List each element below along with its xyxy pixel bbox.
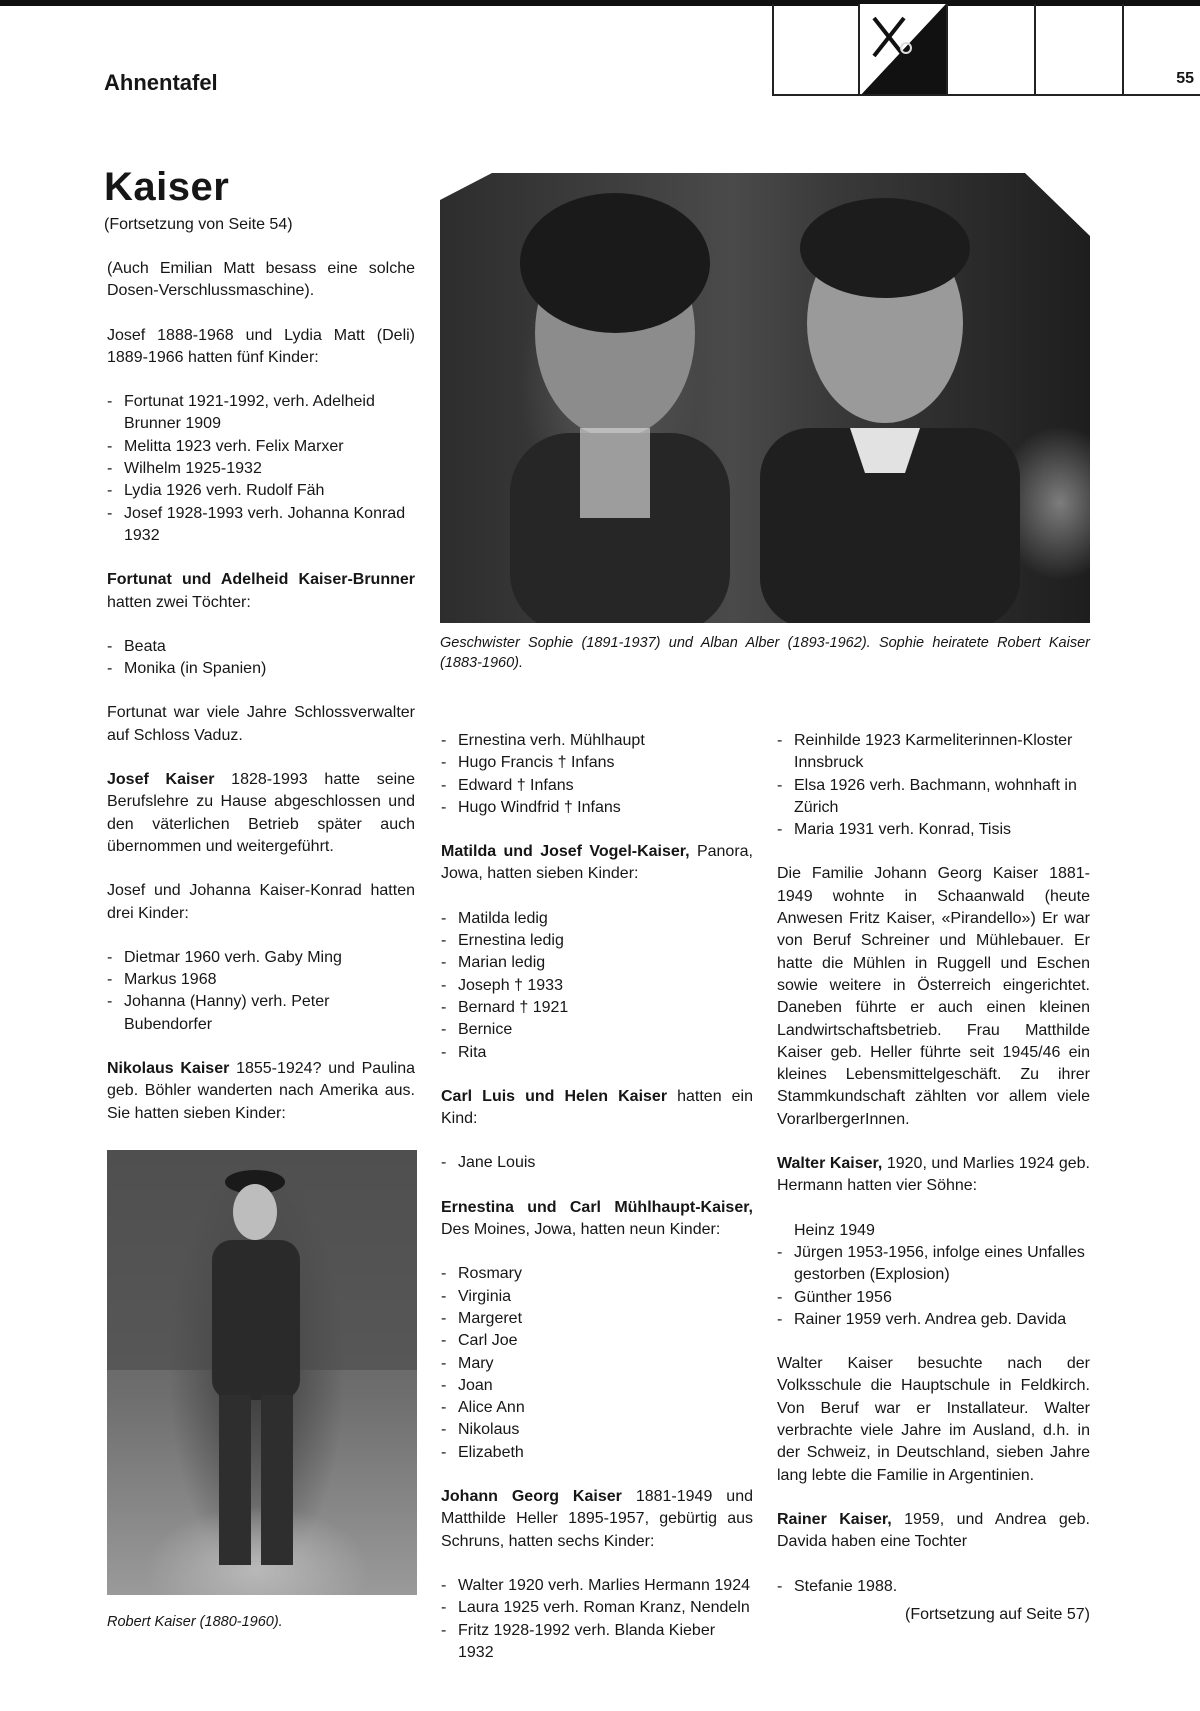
children-list xyxy=(777,1220,1090,1331)
paragraph-text: hatten ein Kind: xyxy=(441,1087,753,1128)
paragraph: Fortunat war viele Jahre Schlossverwalter auf Schloss Vaduz. xyxy=(107,704,415,744)
list-item: - Jürgen 1953-1956, infolge eines Unfalles gestorben (Explosion) xyxy=(777,1242,1090,1287)
list-item: - Josef 1928-1993 verh. Johanna Konrad 1932 xyxy=(107,503,415,548)
family-name-heading: Matilda und Josef Vogel-Kaiser, xyxy=(441,843,690,861)
header-cell xyxy=(1036,4,1124,96)
family-name-heading: Rainer Kaiser, xyxy=(777,1510,892,1528)
list-item: - Ernestina verh. Mühlhaupt xyxy=(441,730,753,752)
paragraph xyxy=(777,1509,1090,1554)
page-number: 55 xyxy=(1176,70,1194,87)
header-grid xyxy=(772,4,1200,96)
list-item: Heinz 1949 xyxy=(794,1221,875,1239)
family-name-heading: Walter Kaiser, xyxy=(777,1155,883,1173)
siblings-photo xyxy=(440,173,1090,623)
list-item: - Rosmary xyxy=(441,1263,753,1285)
children-list xyxy=(441,908,753,1064)
paragraph-text: 1855-1924? und Paulina geb. Böhler wanderten nach Amerika aus. Sie hatten sieben Kinder: xyxy=(107,1060,415,1122)
family-name-heading: Johann Georg Kaiser xyxy=(441,1488,622,1506)
list-item: - Walter 1920 verh. Marlies Hermann 1924 xyxy=(441,1575,753,1597)
left-column xyxy=(107,258,415,1236)
paragraph-text: 1959, und Andrea geb. Davida haben eine Tochter xyxy=(777,1510,1090,1551)
paragraph xyxy=(441,1486,753,1553)
list-item: - Matilda ledig xyxy=(441,908,753,930)
list-item: - Maria 1931 verh. Konrad, Tisis xyxy=(777,819,1090,841)
list-item: - Marian ledig xyxy=(441,952,753,974)
continued-from: (Fortsetzung von Seite 54) xyxy=(104,216,293,233)
paragraph-intro: Josef 1888-1968 und Lydia Matt (Deli) 1889-1966 hatten fünf Kinder: xyxy=(107,326,415,366)
middle-column xyxy=(441,708,753,1686)
paragraph-intro: Josef und Johanna Kaiser-Konrad hatten drei Kinder: xyxy=(107,882,415,922)
list-item: - Bernard † 1921 xyxy=(441,997,753,1019)
list-item: - Ernestina ledig xyxy=(441,930,753,952)
family-name-heading: Josef Kaiser xyxy=(107,771,215,789)
list-item: - Elizabeth xyxy=(441,1442,753,1464)
paragraph-text: 1881-1949 und Matthilde Heller 1895-1957, gebürtig aus Schruns, hatten sechs Kinder: xyxy=(441,1488,753,1550)
paragraph xyxy=(441,1197,753,1242)
list-item: - Margeret xyxy=(441,1308,753,1330)
list-item: - Hugo Windfrid † Infans xyxy=(441,797,753,819)
right-column xyxy=(777,708,1090,1620)
paragraph xyxy=(107,569,415,614)
list-item: - Bernice xyxy=(441,1019,753,1041)
list-item: - Carl Joe xyxy=(441,1330,753,1352)
family-title: Kaiser xyxy=(104,165,230,209)
header-cell xyxy=(772,4,860,96)
list-item: - Rita xyxy=(441,1042,753,1064)
list-item: - Reinhilde 1923 Karmeliterinnen-Kloster Innsbruck xyxy=(777,730,1090,775)
children-list xyxy=(441,1575,753,1664)
header-rule xyxy=(772,94,1200,96)
children-list xyxy=(441,1263,753,1464)
robert-kaiser-photo xyxy=(107,1150,417,1595)
section-title: Ahnentafel xyxy=(104,70,218,95)
paragraph xyxy=(107,769,415,858)
family-name-heading: Fortunat und Adelheid Kaiser-Brunner xyxy=(107,571,415,589)
paragraph: Die Familie Johann Georg Kaiser 1881-1949 wohnte in Schaanwald (heute Anwesen Fritz Kaiser, «Pirandello») Er war von Beruf Schreiner und Mühlebauer. Er hatte die Mühlen in Ruggell und Eschen sowie weitere in Österreich eingerichtet. Daneben führte er auch einen kleinen Landwirtschaftsbetrieb. Frau Matthilde Kaiser geb. Heller führte seit 1945/46 ein kleines Lebensmittelgeschäft. Zu ihrer Stammkundschaft zählten vor allem viele VorarlbergerInnen. xyxy=(777,865,1090,1128)
list-item: - Beata xyxy=(107,636,415,658)
paragraph: Walter Kaiser besuchte nach der Volksschule die Hauptschule in Feldkirch. Von Beruf war er Installateur. Walter verbrachte viele Jahre im Ausland, d.h. in der Schweiz, in Deutschland, sieben Jahre lang lebte die Familie in Argentinien. xyxy=(777,1355,1090,1484)
paragraph-text: hatten zwei Töchter: xyxy=(107,593,251,611)
paragraph xyxy=(107,1058,415,1125)
list-item: - Virginia xyxy=(441,1286,753,1308)
paragraph-text: 1920, und Marlies 1924 geb. Hermann hatten vier Söhne: xyxy=(777,1155,1091,1195)
list-item: - Edward † Infans xyxy=(441,775,753,797)
list-item: - Melitta 1923 verh. Felix Marxer xyxy=(107,436,415,458)
paragraph: (Auch Emilian Matt besass eine solche Dosen-Verschlussmaschine). xyxy=(107,260,415,300)
family-name-heading: Carl Luis und Helen Kaiser xyxy=(441,1087,668,1105)
paragraph xyxy=(441,841,753,886)
list-item: - Wilhelm 1925-1932 xyxy=(107,458,415,480)
paragraph-text: Panora, Jowa, hatten sieben Kinder: xyxy=(441,843,753,883)
header-cell xyxy=(948,4,1036,96)
siblings-photo-caption: Geschwister Sophie (1891-1937) und Alban Alber (1893-1962). Sophie heiratete Robert Kaiser (1883-1960). xyxy=(440,635,1090,671)
list-item: - Rainer 1959 verh. Andrea geb. Davida xyxy=(777,1309,1090,1331)
children-list xyxy=(107,947,415,1036)
list-item: - Günther 1956 xyxy=(777,1287,1090,1309)
list-item: - Johanna (Hanny) verh. Peter Bubendorfer xyxy=(107,991,415,1036)
family-name-heading: Ernestina und Carl Mühlhaupt-Kaiser, xyxy=(441,1198,753,1216)
list-item: - Fortunat 1921-1992, verh. Adelheid Brunner 1909 xyxy=(107,391,415,436)
children-list xyxy=(441,1152,753,1174)
list-item: - Fritz 1928-1992 verh. Blanda Kieber 1932 xyxy=(441,1620,753,1665)
children-list xyxy=(107,391,415,547)
list-item: - Nikolaus xyxy=(441,1419,753,1441)
header-cell xyxy=(1124,4,1200,96)
continued-to: (Fortsetzung auf Seite 57) xyxy=(905,1606,1090,1623)
paragraph xyxy=(107,880,415,925)
list-item: - Markus 1968 xyxy=(107,969,415,991)
list-item: - Lydia 1926 verh. Rudolf Fäh xyxy=(107,480,415,502)
children-list xyxy=(777,730,1090,841)
list-item: - Mary xyxy=(441,1353,753,1375)
list-item: - Dietmar 1960 verh. Gaby Ming xyxy=(107,947,415,969)
children-list xyxy=(107,636,415,681)
list-item: - Laura 1925 verh. Roman Kranz, Nendeln xyxy=(441,1597,753,1619)
children-list xyxy=(777,1576,1090,1598)
list-item: - Hugo Francis † Infans xyxy=(441,752,753,774)
list-item: - Elsa 1926 verh. Bachmann, wohnhaft in Zürich xyxy=(777,775,1090,820)
tools-emblem-icon xyxy=(860,4,948,96)
list-item: - Alice Ann xyxy=(441,1397,753,1419)
paragraph-text: 1828-1993 hatte seine Berufslehre zu Hause abgeschlossen und den väterlichen Betrieb später auch übernommen und weitergeführt. xyxy=(107,771,415,855)
list-item: - Joseph † 1933 xyxy=(441,975,753,997)
list-item: - Monika (in Spanien) xyxy=(107,658,415,680)
list-item: - Jane Louis xyxy=(441,1152,753,1174)
paragraph xyxy=(777,1153,1090,1198)
family-name-heading: Nikolaus Kaiser xyxy=(107,1060,230,1078)
list-item: - Joan xyxy=(441,1375,753,1397)
list-item: - Stefanie 1988. xyxy=(777,1576,1090,1598)
paragraph xyxy=(441,1086,753,1131)
children-list xyxy=(441,730,753,819)
paragraph-text: Des Moines, Jowa, hatten neun Kinder: xyxy=(441,1221,721,1239)
robert-photo-caption: Robert Kaiser (1880-1960). xyxy=(107,1614,283,1630)
paragraph xyxy=(107,325,415,370)
